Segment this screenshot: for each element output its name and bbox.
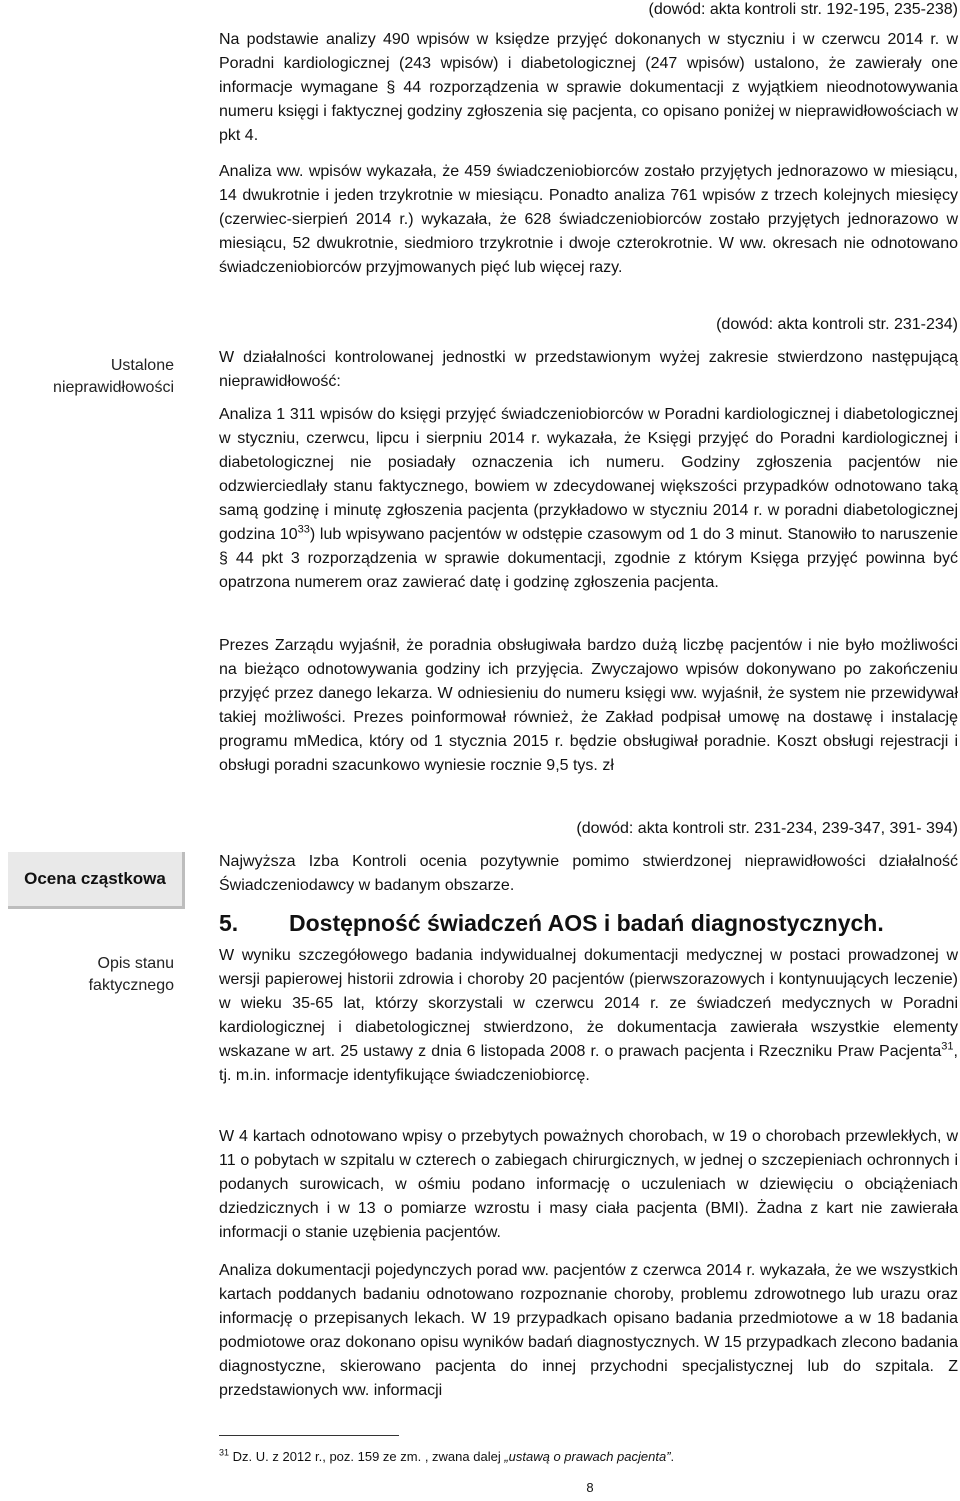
partial-assessment-box: [8, 852, 185, 909]
footnote-divider: [219, 1435, 399, 1436]
paragraph: Najwyższa Izba Kontroli ocenia pozytywnie pomimo stwierdzonej nieprawidłowości działalność Świadczeniodawcy w badanym obszarze.: [219, 853, 958, 894]
paragraph: W wyniku szczegółowego badania indywidualnej dokumentacji medycznej w postaci prowadzonej w wersji papierowej historii zdrowia i choroby 20 pacjentów (pierwszorazowych i kontynuujących leczenie) w wieku 35-65 lat, którzy skorzystali w czerwcu 2014 r. ze świadczeń medycznych w Poradni kardiologicznej i diabetologicznej stwierdzono, że dokumentacja zawierała wszystkie elementy wskazane w art. 25 ustawy z dnia 6 listopada 2008 r. o prawach pacjenta i Rzeczniku Praw Pacjenta$^{31}$, tj. m.in. informacje identyfikujące świadczeniobiorcę.: [219, 947, 958, 1084]
partial-assessment-label: Ocena cząstkowa: [24, 869, 166, 888]
paragraph: W 4 kartach odnotowano wpisy o przebytych poważnych chorobach, w 19 o chorobach przewlekłych, w 11 o pobytach w szpitalu w czterech o zabiegach chirurgicznych, w jednej o szczepieniach ochronnych i podanych surowicach, w ośmiu podano informację o uczuleniach w dziewięciu o obciążeniach dziedzicznych i w 13 o pomiarze wzrostu i masy ciała pacjenta (BMI). Żadna z kart nie zawierała informacji o stanie uzębienia pacjentów.: [219, 1128, 958, 1241]
evidence-citation: (dowód: akta kontroli str. 231-234): [716, 316, 958, 333]
section-heading: [219, 908, 884, 938]
paragraph: Na podstawie analizy 490 wpisów w księdze przyjęć dokonanych w styczniu i w czerwcu 2014 r. w Poradni kardiologicznej (243 wpisów) i diabetologicznej (247 wpisów) ustalono, że zawierały one informacje wymagane § 44 rozporządzenia w sprawie dokumentacji z wyjątkiem nieodnotowywania numeru księgi i faktycznej godziny zgłoszenia się pacjenta, co opisano poniżej w nieprawidłowościach w pkt 4.: [219, 31, 958, 144]
facts-description-label: Opis stanu faktycznego: [88, 955, 174, 994]
paragraph: Analiza ww. wpisów wykazała, że 459 świadczeniobiorców zostało przyjętych jednorazowo w miesiącu, 14 dwukrotnie i jeden trzykrotnie w miesiącu. Ponadto analiza 761 wpisów z trzech kolejnych miesięcy (czerwiec-sierpień 2014 r.) wykazała, że 628 świadczeniobiorców zostało przyjętych jednorazowo w miesiącu, 52 dwukrotnie, siedmioro trzykrotnie i dwoje czterokrotnie. W ww. okresach nie odnotowano świadczeniobiorców przyjmowanych pięć lub więcej razy.: [219, 163, 958, 276]
paragraph: Analiza 1 311 wpisów do księgi przyjęć świadczeniobiorców w Poradni kardiologicznej i diabetologicznej w styczniu, czerwcu, lipcu i sierpniu 2014 r. wykazała, że Księgi przyjęć do Poradni kardiologicznej i diabetologicznej nie posiadały oznaczenia ich numeru. Godziny zgłoszenia pacjentów nie odzwierciedlały stanu faktycznego, bowiem w zdecydowanej większości przypadków odnotowano taką samą godzinę i minutę zgłoszenia pacjenta (przykładowo w styczniu 2014 r. w poradni diabetologicznej godzina $10^{33}$) lub wpisywano pacjentów w odstępie czasowym od 1 do 3 minut. Stanowiło to naruszenie § 44 pkt 3 rozporządzenia w sprawie dokumentacji, zgodnie z którym Księga przyjęć powinna być opatrzona numerem oraz zawierać datę i godzinę zgłoszenia pacjenta.: [219, 406, 958, 591]
evidence-citation: (dowód: akta kontroli str. 231-234, 239-347, 391- 394): [576, 820, 958, 837]
footnote: $^{31}$ Dz. U. z 2012 r., poz. 159 ze zm. , zwana dalej „ustawą o prawach pacjenta”.: [219, 1447, 675, 1464]
footnote-ref: 31: [941, 1040, 954, 1053]
paragraph: W działalności kontrolowanej jednostki w przedstawionym wyżej zakresie stwierdzono następującą nieprawidłowość:: [219, 349, 958, 390]
section-title: Dostępność świadczeń AOS i badań diagnostycznych.: [289, 910, 884, 936]
paragraph: Prezes Zarządu wyjaśnił, że poradnia obsługiwała bardzo dużą liczbę pacjentów i nie było możliwości na bieżąco odnotowywania godziny ich przyjęcia. Zwyczajowo wpisów dokonywano po zakończeniu przyjęć przez danego lekarza. W odniesieniu do numeru księgi ww. wyjaśnił, że system nie przewidywał takiej możliwości. Prezes poinformował również, że Zakład podpisał umowę na dostawę i instalację programu mMedica, który od 1 stycznia 2015 r. będzie obsługiwał poradnie. Koszt obsługi rejestracji i obsługi poradni szacunkowo wyniesie rocznie 9,5 tys. zł: [219, 637, 958, 774]
superscript: 33: [297, 523, 310, 536]
paragraph: Analiza dokumentacji pojedynczych porad ww. pacjentów z czerwca 2014 r. wykazała, że we wszystkich kartach poddanych badaniu odnotowano rozpoznanie choroby, problemu zdrowotnego lub urazu oraz informację o przepisanych lekach. W 19 przypadkach opisano badania przedmiotowe a w 18 badania podmiotowe oraz dokonano opisu wyników badań diagnostycznych. W 15 przypadkach zlecono badania diagnostyczne, skierowano pacjenta do innej przychodni specjalistycznej lub do szpitala. Z przedstawionych ww. informacji: [219, 1262, 958, 1399]
irregularities-label: Ustalone nieprawidłowości: [53, 357, 174, 396]
footnote-number: 31: [219, 1447, 230, 1458]
section-number: 5.: [219, 910, 239, 936]
evidence-citation: (dowód: akta kontroli str. 192-195, 235-238): [648, 1, 958, 18]
page-number: 8: [586, 1480, 594, 1495]
